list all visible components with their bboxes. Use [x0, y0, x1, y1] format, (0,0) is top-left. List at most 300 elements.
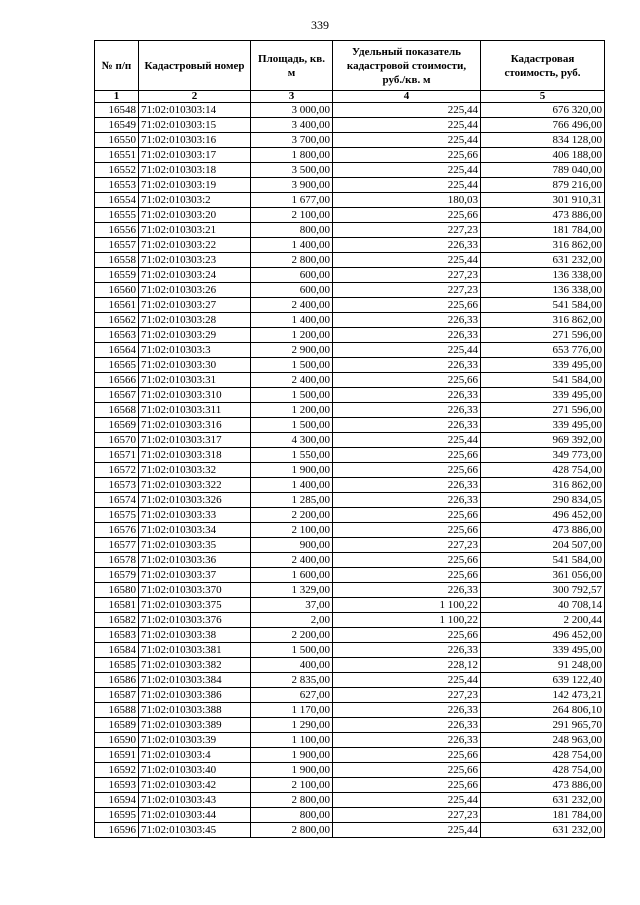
specific-value-cell: 226,33: [333, 493, 481, 508]
row-index-cell: 16593: [95, 778, 139, 793]
specific-value-cell: 225,44: [333, 103, 481, 118]
cadastral-number-cell: 71:02:010303:34: [139, 523, 251, 538]
table-row: [95, 388, 605, 403]
table-row: [95, 268, 605, 283]
row-index-cell: 16596: [95, 823, 139, 838]
cadastral-cost-cell: 181 784,00: [481, 223, 605, 238]
cadastral-cost-cell: 316 862,00: [481, 238, 605, 253]
cadastral-cost-cell: 969 392,00: [481, 433, 605, 448]
cadastral-number-cell: 71:02:010303:22: [139, 238, 251, 253]
header-row: [95, 41, 605, 91]
cadastral-cost-cell: 631 232,00: [481, 793, 605, 808]
area-cell: 1 170,00: [251, 703, 333, 718]
area-cell: 2 900,00: [251, 343, 333, 358]
specific-value-cell: 225,66: [333, 778, 481, 793]
row-index-cell: 16595: [95, 808, 139, 823]
row-index-cell: 16574: [95, 493, 139, 508]
table-row: [95, 808, 605, 823]
cadastral-cost-cell: 248 963,00: [481, 733, 605, 748]
area-cell: 1 677,00: [251, 193, 333, 208]
row-index-cell: 16584: [95, 643, 139, 658]
cadastral-number-cell: 71:02:010303:29: [139, 328, 251, 343]
row-index-cell: 16571: [95, 448, 139, 463]
area-cell: 600,00: [251, 283, 333, 298]
table-row: [95, 688, 605, 703]
area-cell: 800,00: [251, 808, 333, 823]
cadastral-cost-cell: 339 495,00: [481, 388, 605, 403]
specific-value-cell: 226,33: [333, 388, 481, 403]
cadastral-number-cell: 71:02:010303:33: [139, 508, 251, 523]
cadastral-number-cell: 71:02:010303:310: [139, 388, 251, 403]
cadastral-cost-cell: 290 834,05: [481, 493, 605, 508]
area-cell: 37,00: [251, 598, 333, 613]
row-index-cell: 16594: [95, 793, 139, 808]
area-cell: 1 400,00: [251, 478, 333, 493]
cadastral-number-cell: 71:02:010303:20: [139, 208, 251, 223]
cadastral-number-cell: 71:02:010303:2: [139, 193, 251, 208]
cadastral-number-cell: 71:02:010303:28: [139, 313, 251, 328]
row-index-cell: 16552: [95, 163, 139, 178]
cadastral-number-cell: 71:02:010303:14: [139, 103, 251, 118]
specific-value-cell: 225,66: [333, 568, 481, 583]
table-row: [95, 478, 605, 493]
specific-value-cell: 226,33: [333, 313, 481, 328]
cadastral-cost-cell: 142 473,21: [481, 688, 605, 703]
area-cell: 2 100,00: [251, 523, 333, 538]
specific-value-cell: 225,66: [333, 208, 481, 223]
row-index-cell: 16575: [95, 508, 139, 523]
area-cell: 1 500,00: [251, 358, 333, 373]
table-row: [95, 103, 605, 118]
table-row: [95, 598, 605, 613]
specific-value-cell: 226,33: [333, 238, 481, 253]
row-index-cell: 16580: [95, 583, 139, 598]
cadastral-cost-cell: 361 056,00: [481, 568, 605, 583]
table-row: [95, 448, 605, 463]
table-row: [95, 568, 605, 583]
table-row: [95, 253, 605, 268]
table-row: [95, 433, 605, 448]
area-cell: 2 800,00: [251, 793, 333, 808]
area-cell: 2 800,00: [251, 253, 333, 268]
specific-value-cell: 225,44: [333, 133, 481, 148]
cadastral-number-cell: 71:02:010303:316: [139, 418, 251, 433]
row-index-cell: 16568: [95, 403, 139, 418]
cadastral-cost-cell: 428 754,00: [481, 763, 605, 778]
column-number-row: [95, 91, 605, 103]
row-index-cell: 16581: [95, 598, 139, 613]
specific-value-cell: 225,44: [333, 343, 481, 358]
area-cell: 1 200,00: [251, 403, 333, 418]
specific-value-cell: 227,23: [333, 688, 481, 703]
cadastral-cost-cell: 339 495,00: [481, 418, 605, 433]
cadastral-cost-cell: 316 862,00: [481, 478, 605, 493]
cadastral-number-cell: 71:02:010303:17: [139, 148, 251, 163]
table-row: [95, 178, 605, 193]
cadastral-number-cell: 71:02:010303:36: [139, 553, 251, 568]
row-index-cell: 16555: [95, 208, 139, 223]
table-row: [95, 328, 605, 343]
row-index-cell: 16585: [95, 658, 139, 673]
table-row: [95, 658, 605, 673]
header-area: Площадь, кв. м: [251, 41, 333, 91]
table-row: [95, 148, 605, 163]
cadastral-number-cell: 71:02:010303:15: [139, 118, 251, 133]
table-row: [95, 553, 605, 568]
area-cell: 2,00: [251, 613, 333, 628]
cadastral-cost-cell: 653 776,00: [481, 343, 605, 358]
specific-value-cell: 180,03: [333, 193, 481, 208]
row-index-cell: 16567: [95, 388, 139, 403]
specific-value-cell: 226,33: [333, 328, 481, 343]
specific-value-cell: 225,44: [333, 118, 481, 133]
area-cell: 3 400,00: [251, 118, 333, 133]
specific-value-cell: 225,66: [333, 523, 481, 538]
area-cell: 1 290,00: [251, 718, 333, 733]
cadastral-cost-cell: 271 596,00: [481, 328, 605, 343]
cadastral-cost-cell: 541 584,00: [481, 373, 605, 388]
table-row: [95, 793, 605, 808]
specific-value-cell: 225,66: [333, 763, 481, 778]
specific-value-cell: 225,44: [333, 433, 481, 448]
cadastral-cost-cell: 496 452,00: [481, 628, 605, 643]
cadastral-cost-cell: 631 232,00: [481, 823, 605, 838]
cadastral-number-cell: 71:02:010303:35: [139, 538, 251, 553]
table-row: [95, 643, 605, 658]
cadastral-cost-cell: 834 128,00: [481, 133, 605, 148]
cadastral-number-cell: 71:02:010303:45: [139, 823, 251, 838]
cadastral-number-cell: 71:02:010303:389: [139, 718, 251, 733]
table-row: [95, 508, 605, 523]
specific-value-cell: 227,23: [333, 268, 481, 283]
cadastral-table: [94, 40, 605, 838]
table-row: [95, 223, 605, 238]
area-cell: 1 900,00: [251, 463, 333, 478]
row-index-cell: 16560: [95, 283, 139, 298]
row-index-cell: 16561: [95, 298, 139, 313]
area-cell: 1 800,00: [251, 148, 333, 163]
cadastral-cost-cell: 473 886,00: [481, 208, 605, 223]
table-body: [95, 103, 605, 838]
area-cell: 2 100,00: [251, 208, 333, 223]
specific-value-cell: 225,66: [333, 553, 481, 568]
table-row: [95, 778, 605, 793]
column-number: 5: [481, 91, 605, 103]
area-cell: 1 900,00: [251, 748, 333, 763]
table-row: [95, 163, 605, 178]
cadastral-cost-cell: 339 495,00: [481, 643, 605, 658]
area-cell: 1 500,00: [251, 388, 333, 403]
cadastral-number-cell: 71:02:010303:386: [139, 688, 251, 703]
specific-value-cell: 225,66: [333, 508, 481, 523]
table-row: [95, 718, 605, 733]
cadastral-cost-cell: 406 188,00: [481, 148, 605, 163]
specific-value-cell: 225,66: [333, 628, 481, 643]
area-cell: 3 500,00: [251, 163, 333, 178]
cadastral-cost-cell: 301 910,31: [481, 193, 605, 208]
table-row: [95, 343, 605, 358]
area-cell: 3 000,00: [251, 103, 333, 118]
table-row: [95, 208, 605, 223]
row-index-cell: 16573: [95, 478, 139, 493]
row-index-cell: 16553: [95, 178, 139, 193]
area-cell: 1 600,00: [251, 568, 333, 583]
area-cell: 1 500,00: [251, 643, 333, 658]
area-cell: 2 200,00: [251, 628, 333, 643]
cadastral-cost-cell: 40 708,14: [481, 598, 605, 613]
cadastral-number-cell: 71:02:010303:381: [139, 643, 251, 658]
area-cell: 1 200,00: [251, 328, 333, 343]
cadastral-cost-cell: 676 320,00: [481, 103, 605, 118]
cadastral-cost-cell: 789 040,00: [481, 163, 605, 178]
specific-value-cell: 225,66: [333, 748, 481, 763]
header-index: № п/п: [95, 41, 139, 91]
specific-value-cell: 227,23: [333, 223, 481, 238]
cadastral-number-cell: 71:02:010303:44: [139, 808, 251, 823]
cadastral-cost-cell: 204 507,00: [481, 538, 605, 553]
table-row: [95, 493, 605, 508]
specific-value-cell: 226,33: [333, 643, 481, 658]
cadastral-number-cell: 71:02:010303:388: [139, 703, 251, 718]
area-cell: 2 100,00: [251, 778, 333, 793]
specific-value-cell: 226,33: [333, 403, 481, 418]
area-cell: 900,00: [251, 538, 333, 553]
row-index-cell: 16566: [95, 373, 139, 388]
cadastral-cost-cell: 291 965,70: [481, 718, 605, 733]
header-specific-value: Удельный показатель кадастровой стоимости, руб./кв. м: [333, 41, 481, 91]
cadastral-cost-cell: 766 496,00: [481, 118, 605, 133]
cadastral-number-cell: 71:02:010303:370: [139, 583, 251, 598]
table-row: [95, 673, 605, 688]
page-number: 339: [311, 18, 329, 32]
cadastral-cost-cell: 136 338,00: [481, 283, 605, 298]
specific-value-cell: 225,66: [333, 448, 481, 463]
cadastral-number-cell: 71:02:010303:31: [139, 373, 251, 388]
row-index-cell: 16563: [95, 328, 139, 343]
cadastral-number-cell: 71:02:010303:3: [139, 343, 251, 358]
cadastral-cost-cell: 271 596,00: [481, 403, 605, 418]
specific-value-cell: 225,44: [333, 178, 481, 193]
area-cell: 1 500,00: [251, 418, 333, 433]
specific-value-cell: 1 100,22: [333, 613, 481, 628]
area-cell: 1 100,00: [251, 733, 333, 748]
cadastral-cost-cell: 496 452,00: [481, 508, 605, 523]
specific-value-cell: 226,33: [333, 703, 481, 718]
area-cell: 627,00: [251, 688, 333, 703]
table-row: [95, 523, 605, 538]
cadastral-cost-cell: 639 122,40: [481, 673, 605, 688]
cadastral-cost-cell: 428 754,00: [481, 748, 605, 763]
area-cell: 800,00: [251, 223, 333, 238]
cadastral-cost-cell: 181 784,00: [481, 808, 605, 823]
table-row: [95, 118, 605, 133]
cadastral-number-cell: 71:02:010303:384: [139, 673, 251, 688]
cadastral-number-cell: 71:02:010303:375: [139, 598, 251, 613]
area-cell: 2 400,00: [251, 373, 333, 388]
row-index-cell: 16564: [95, 343, 139, 358]
column-number: 1: [95, 91, 139, 103]
row-index-cell: 16549: [95, 118, 139, 133]
header-cadastral-cost: Кадастровая стоимость, руб.: [481, 41, 605, 91]
specific-value-cell: 225,44: [333, 673, 481, 688]
specific-value-cell: 225,44: [333, 163, 481, 178]
specific-value-cell: 228,12: [333, 658, 481, 673]
cadastral-cost-cell: 2 200,44: [481, 613, 605, 628]
row-index-cell: 16576: [95, 523, 139, 538]
cadastral-number-cell: 71:02:010303:37: [139, 568, 251, 583]
specific-value-cell: 1 100,22: [333, 598, 481, 613]
row-index-cell: 16587: [95, 688, 139, 703]
cadastral-number-cell: 71:02:010303:18: [139, 163, 251, 178]
cadastral-cost-cell: 264 806,10: [481, 703, 605, 718]
specific-value-cell: 226,33: [333, 733, 481, 748]
cadastral-cost-cell: 473 886,00: [481, 778, 605, 793]
cadastral-number-cell: 71:02:010303:382: [139, 658, 251, 673]
specific-value-cell: 225,44: [333, 253, 481, 268]
specific-value-cell: 226,33: [333, 718, 481, 733]
table-row: [95, 358, 605, 373]
cadastral-number-cell: 71:02:010303:27: [139, 298, 251, 313]
area-cell: 2 835,00: [251, 673, 333, 688]
area-cell: 600,00: [251, 268, 333, 283]
specific-value-cell: 225,44: [333, 793, 481, 808]
cadastral-cost-cell: 473 886,00: [481, 523, 605, 538]
cadastral-number-cell: 71:02:010303:30: [139, 358, 251, 373]
row-index-cell: 16562: [95, 313, 139, 328]
cadastral-number-cell: 71:02:010303:16: [139, 133, 251, 148]
row-index-cell: 16551: [95, 148, 139, 163]
row-index-cell: 16550: [95, 133, 139, 148]
cadastral-cost-cell: 541 584,00: [481, 298, 605, 313]
row-index-cell: 16588: [95, 703, 139, 718]
table-row: [95, 313, 605, 328]
area-cell: 3 900,00: [251, 178, 333, 193]
cadastral-number-cell: 71:02:010303:38: [139, 628, 251, 643]
area-cell: 2 800,00: [251, 823, 333, 838]
table-row: [95, 403, 605, 418]
table-row: [95, 583, 605, 598]
cadastral-cost-cell: 631 232,00: [481, 253, 605, 268]
area-cell: 4 300,00: [251, 433, 333, 448]
specific-value-cell: 226,33: [333, 358, 481, 373]
area-cell: 1 329,00: [251, 583, 333, 598]
row-index-cell: 16556: [95, 223, 139, 238]
area-cell: 2 200,00: [251, 508, 333, 523]
area-cell: 1 550,00: [251, 448, 333, 463]
cadastral-number-cell: 71:02:010303:40: [139, 763, 251, 778]
specific-value-cell: 225,66: [333, 298, 481, 313]
area-cell: 2 400,00: [251, 298, 333, 313]
table-row: [95, 628, 605, 643]
table-row: [95, 763, 605, 778]
table-row: [95, 298, 605, 313]
cadastral-number-cell: 71:02:010303:39: [139, 733, 251, 748]
table-row: [95, 748, 605, 763]
table-row: [95, 463, 605, 478]
specific-value-cell: 226,33: [333, 478, 481, 493]
column-number: 4: [333, 91, 481, 103]
area-cell: 1 400,00: [251, 238, 333, 253]
cadastral-cost-cell: 349 773,00: [481, 448, 605, 463]
specific-value-cell: 225,44: [333, 823, 481, 838]
cadastral-cost-cell: 428 754,00: [481, 463, 605, 478]
specific-value-cell: 225,66: [333, 463, 481, 478]
cadastral-number-cell: 71:02:010303:43: [139, 793, 251, 808]
row-index-cell: 16570: [95, 433, 139, 448]
cadastral-number-cell: 71:02:010303:42: [139, 778, 251, 793]
table-row: [95, 238, 605, 253]
row-index-cell: 16590: [95, 733, 139, 748]
area-cell: 1 400,00: [251, 313, 333, 328]
row-index-cell: 16577: [95, 538, 139, 553]
specific-value-cell: 225,66: [333, 373, 481, 388]
specific-value-cell: 227,23: [333, 808, 481, 823]
area-cell: 3 700,00: [251, 133, 333, 148]
row-index-cell: 16554: [95, 193, 139, 208]
area-cell: 2 400,00: [251, 553, 333, 568]
cadastral-number-cell: 71:02:010303:318: [139, 448, 251, 463]
table-row: [95, 823, 605, 838]
row-index-cell: 16578: [95, 553, 139, 568]
cadastral-number-cell: 71:02:010303:23: [139, 253, 251, 268]
cadastral-number-cell: 71:02:010303:376: [139, 613, 251, 628]
specific-value-cell: 227,23: [333, 538, 481, 553]
table-row: [95, 283, 605, 298]
cadastral-number-cell: 71:02:010303:24: [139, 268, 251, 283]
cadastral-number-cell: 71:02:010303:19: [139, 178, 251, 193]
row-index-cell: 16572: [95, 463, 139, 478]
row-index-cell: 16565: [95, 358, 139, 373]
cadastral-cost-cell: 541 584,00: [481, 553, 605, 568]
cadastral-cost-cell: 339 495,00: [481, 358, 605, 373]
table-row: [95, 373, 605, 388]
cadastral-cost-cell: 136 338,00: [481, 268, 605, 283]
specific-value-cell: 226,33: [333, 583, 481, 598]
area-cell: 1 900,00: [251, 763, 333, 778]
row-index-cell: 16583: [95, 628, 139, 643]
row-index-cell: 16558: [95, 253, 139, 268]
row-index-cell: 16579: [95, 568, 139, 583]
row-index-cell: 16548: [95, 103, 139, 118]
table-row: [95, 133, 605, 148]
cadastral-number-cell: 71:02:010303:322: [139, 478, 251, 493]
cadastral-number-cell: 71:02:010303:311: [139, 403, 251, 418]
table-row: [95, 703, 605, 718]
table-row: [95, 418, 605, 433]
row-index-cell: 16591: [95, 748, 139, 763]
row-index-cell: 16582: [95, 613, 139, 628]
specific-value-cell: 227,23: [333, 283, 481, 298]
row-index-cell: 16589: [95, 718, 139, 733]
table-row: [95, 538, 605, 553]
row-index-cell: 16592: [95, 763, 139, 778]
row-index-cell: 16586: [95, 673, 139, 688]
row-index-cell: 16557: [95, 238, 139, 253]
area-cell: 400,00: [251, 658, 333, 673]
cadastral-number-cell: 71:02:010303:317: [139, 433, 251, 448]
specific-value-cell: 225,66: [333, 148, 481, 163]
table-row: [95, 193, 605, 208]
cadastral-number-cell: 71:02:010303:26: [139, 283, 251, 298]
column-number: 2: [139, 91, 251, 103]
cadastral-cost-cell: 300 792,57: [481, 583, 605, 598]
row-index-cell: 16569: [95, 418, 139, 433]
column-number: 3: [251, 91, 333, 103]
header-cadastral-number: Кадастровый номер: [139, 41, 251, 91]
cadastral-cost-cell: 91 248,00: [481, 658, 605, 673]
table-row: [95, 613, 605, 628]
cadastral-cost-cell: 316 862,00: [481, 313, 605, 328]
